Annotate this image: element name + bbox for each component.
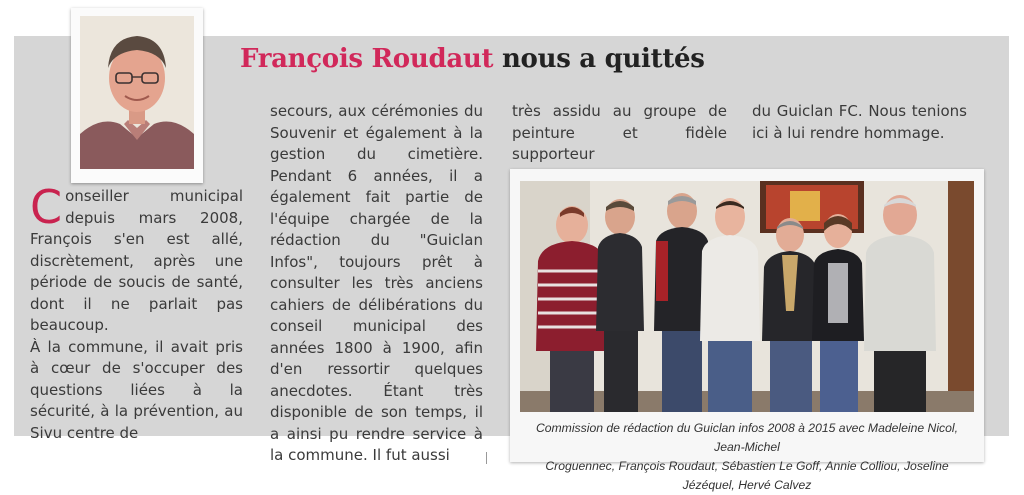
- group-photo: [520, 181, 974, 412]
- title-rest: nous a quittés: [493, 44, 705, 74]
- paragraph-2: À la commune, il avait pris à cœur de s'occuper des questions liées à la sécurité, à la prévention, au Sivu centre de: [30, 337, 243, 442]
- portrait-photo: [80, 16, 194, 169]
- text-column-2: [270, 101, 483, 467]
- portrait-photo-frame: [71, 8, 203, 183]
- text-column-4: [752, 101, 967, 144]
- column-3-text: très assidu au groupe de peinture et fidèle supporteur: [512, 102, 727, 163]
- paragraph-1-text: onseiller municipal depuis mars 2008, François s'en est allé, discrètement, après une période de soucis de santé, dont il ne parlait pas beaucoup.: [30, 187, 243, 334]
- title-name: François Roudaut: [240, 44, 494, 74]
- text-column-1: [30, 180, 243, 444]
- photo-caption: [520, 419, 974, 495]
- column-4-text: du Guiclan FC. Nous tenions ici à lui rendre hommage.: [752, 102, 967, 142]
- column-2-text: secours, aux cérémonies du Souvenir et également à la gestion du cimetière. Pendant 6 années, il a également fait partie de l'équipe chargée de la rédaction du "Guiclan Infos", toujours prêt à consulter les très anciens cahiers de délibérations du conseil municipal des années 1800 à 1900, afin d'en ressortir quelques anecdotes. Étant très disponible de son temps, il a ainsi pu rendre service à la commune. Il fut aussi: [270, 102, 483, 464]
- paragraph-1: [30, 180, 243, 337]
- drop-cap: C: [30, 180, 63, 234]
- group-photo-frame: [510, 169, 984, 492]
- page-divider-mark: [486, 452, 487, 464]
- text-column-3: [512, 101, 727, 166]
- caption-line-2: Croguennec, François Roudaut, Sébastien Le Goff, Annie Colliou, Joseline Jézéquel, Hervé Calvez: [545, 459, 949, 492]
- caption-line-1: Commission de rédaction du Guiclan infos 2008 à 2015 avec Madeleine Nicol, Jean-Michel: [535, 421, 959, 454]
- article-title: [240, 44, 705, 74]
